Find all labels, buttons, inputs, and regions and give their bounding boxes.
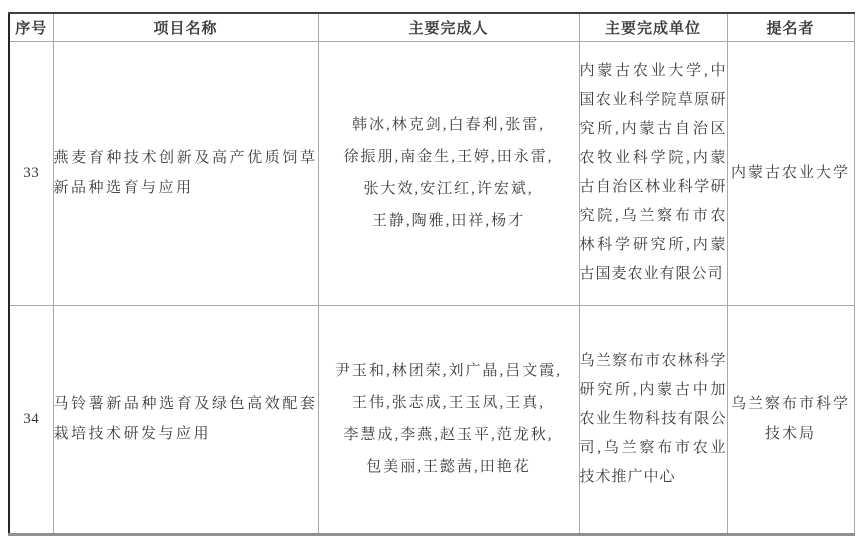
contributors-cell	[318, 41, 579, 305]
units-cell: 内蒙古农业大学,中国农业科学院草原研究所,内蒙古自治区农牧业科学院,内蒙古自治区林业科学研究院,乌兰察布市农林科学研究所,内蒙古国麦农业有限公司	[579, 41, 727, 305]
document-page	[0, 12, 863, 542]
contributor-line: 李慧成,李燕,赵玉平,范龙秋,	[343, 427, 554, 443]
nominator-cell: 乌兰察布市科学技术局	[727, 305, 854, 534]
contributors-cell	[318, 305, 579, 534]
contributor-line: 张大效,安江红,许宏斌,	[363, 181, 534, 197]
serial-cell: 34	[9, 305, 53, 534]
contributor-line: 韩冰,林克剑,白春利,张雷,	[351, 117, 545, 133]
contributor-line: 王伟,张志成,王玉凤,王真,	[351, 395, 545, 411]
table-row	[9, 305, 854, 534]
header-project-name: 项目名称	[53, 13, 318, 41]
award-projects-table	[8, 12, 855, 536]
project-name-cell: 燕麦育种技术创新及高产优质饲草新品种选育与应用	[53, 41, 318, 305]
contributor-line: 徐振朋,南金生,王婷,田永雷,	[343, 149, 554, 165]
units-cell: 乌兰察布市农林科学研究所,内蒙古中加农业生物科技有限公司,乌兰察布市农业技术推广中心	[579, 305, 727, 534]
table-row	[9, 41, 854, 305]
header-main-units: 主要完成单位	[579, 13, 727, 41]
header-serial-number: 序号	[9, 13, 53, 41]
table-header-row	[9, 13, 854, 41]
contributor-line: 包美丽,王懿茜,田艳花	[366, 459, 531, 475]
header-nominator: 提名者	[727, 13, 854, 41]
contributor-line: 王静,陶雅,田祥,杨才	[371, 213, 526, 229]
project-name-cell: 马铃薯新品种选育及绿色高效配套栽培技术研发与应用	[53, 305, 318, 534]
serial-cell: 33	[9, 41, 53, 305]
contributor-line: 尹玉和,林团荣,刘广晶,吕文霞,	[334, 363, 562, 379]
header-main-contributors: 主要完成人	[318, 13, 579, 41]
nominator-cell: 内蒙古农业大学	[727, 41, 854, 305]
